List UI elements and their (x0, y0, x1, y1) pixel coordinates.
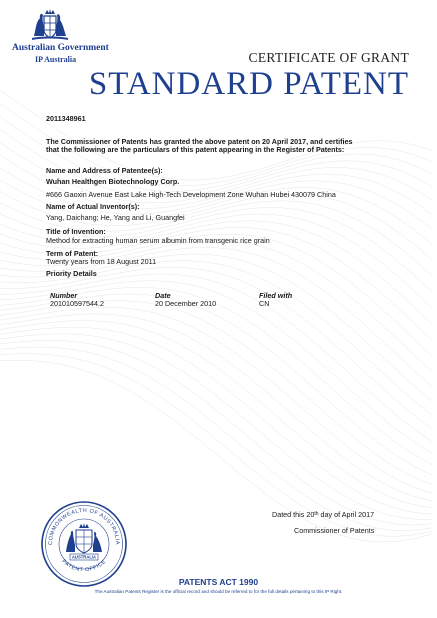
standard-patent-title: STANDARD PATENT (88, 66, 409, 102)
patent-office-seal (40, 500, 128, 588)
priority-date: 20 December 2010 (155, 299, 217, 308)
guilloche-line (0, 314, 432, 501)
patentee-name: Wuhan Healthgen Biotechnology Corp. (46, 177, 180, 186)
priority-col-number: Number (50, 291, 78, 300)
patentee-address: #666 Gaoxin Avenue East Lake High-Tech Development Zone Wuhan Hubei 430079 China (46, 190, 336, 199)
certificate-of-grant-heading: CERTIFICATE OF GRANT (248, 50, 409, 65)
intro-line-1: The Commissioner of Patents has granted the above patent on 20 April 2017, and certifies (46, 137, 353, 146)
inventors-names: Yang, Daichang; He, Yang and Li, Guangfei (46, 213, 185, 222)
guilloche-line (0, 307, 432, 493)
svg-text:PATENT OFFICE (60, 559, 107, 574)
guilloche-line (0, 334, 432, 520)
priority-filed-with: CN (259, 299, 270, 308)
priority-col-date: Date (155, 291, 171, 300)
seal-banner-text: AUSTRALIA (71, 554, 97, 560)
dated-line: Dated this 20th day of April 2017 (272, 510, 375, 519)
term-value: Twenty years from 18 August 2011 (46, 257, 157, 266)
guilloche-line (0, 341, 432, 526)
government-name: Australian Government (12, 43, 109, 53)
priority-heading: Priority Details (46, 269, 97, 278)
agency-name: IP Australia (35, 55, 77, 64)
register-notice: The Australian Patents Register is the official record and should be referred to for the full details pertaining to this IP Right. (94, 589, 343, 594)
priority-number: 201010597544.2 (50, 299, 104, 308)
inventors-heading: Name of Actual Inventor(s): (46, 202, 140, 211)
seal-bottom-text: PATENT OFFICE (60, 558, 108, 574)
patentee-heading: Name and Address of Patentee(s): (46, 166, 163, 175)
guilloche-line (0, 261, 432, 416)
patents-act-title: PATENTS ACT 1990 (178, 577, 259, 587)
invention-title: Method for extracting human serum albumin from transgenic rice grain (46, 236, 270, 245)
invention-heading: Title of Invention: (46, 227, 106, 236)
priority-col-filed-with: Filed with (259, 291, 293, 300)
patent-number: 2011348961 (46, 114, 86, 123)
signatory: Commissioner of Patents (294, 526, 375, 535)
intro-line-2: that the following are the particulars of this patent appearing in the Register of Patents: (46, 145, 345, 154)
guilloche-line (0, 301, 432, 485)
coat-of-arms-icon (30, 8, 70, 42)
term-heading: Term of Patent: (46, 249, 99, 258)
guilloche-line (0, 287, 432, 464)
guilloche-line (0, 321, 432, 508)
seal-outer-text: COMMONWEALTH OF AUSTRALIA (47, 507, 121, 546)
